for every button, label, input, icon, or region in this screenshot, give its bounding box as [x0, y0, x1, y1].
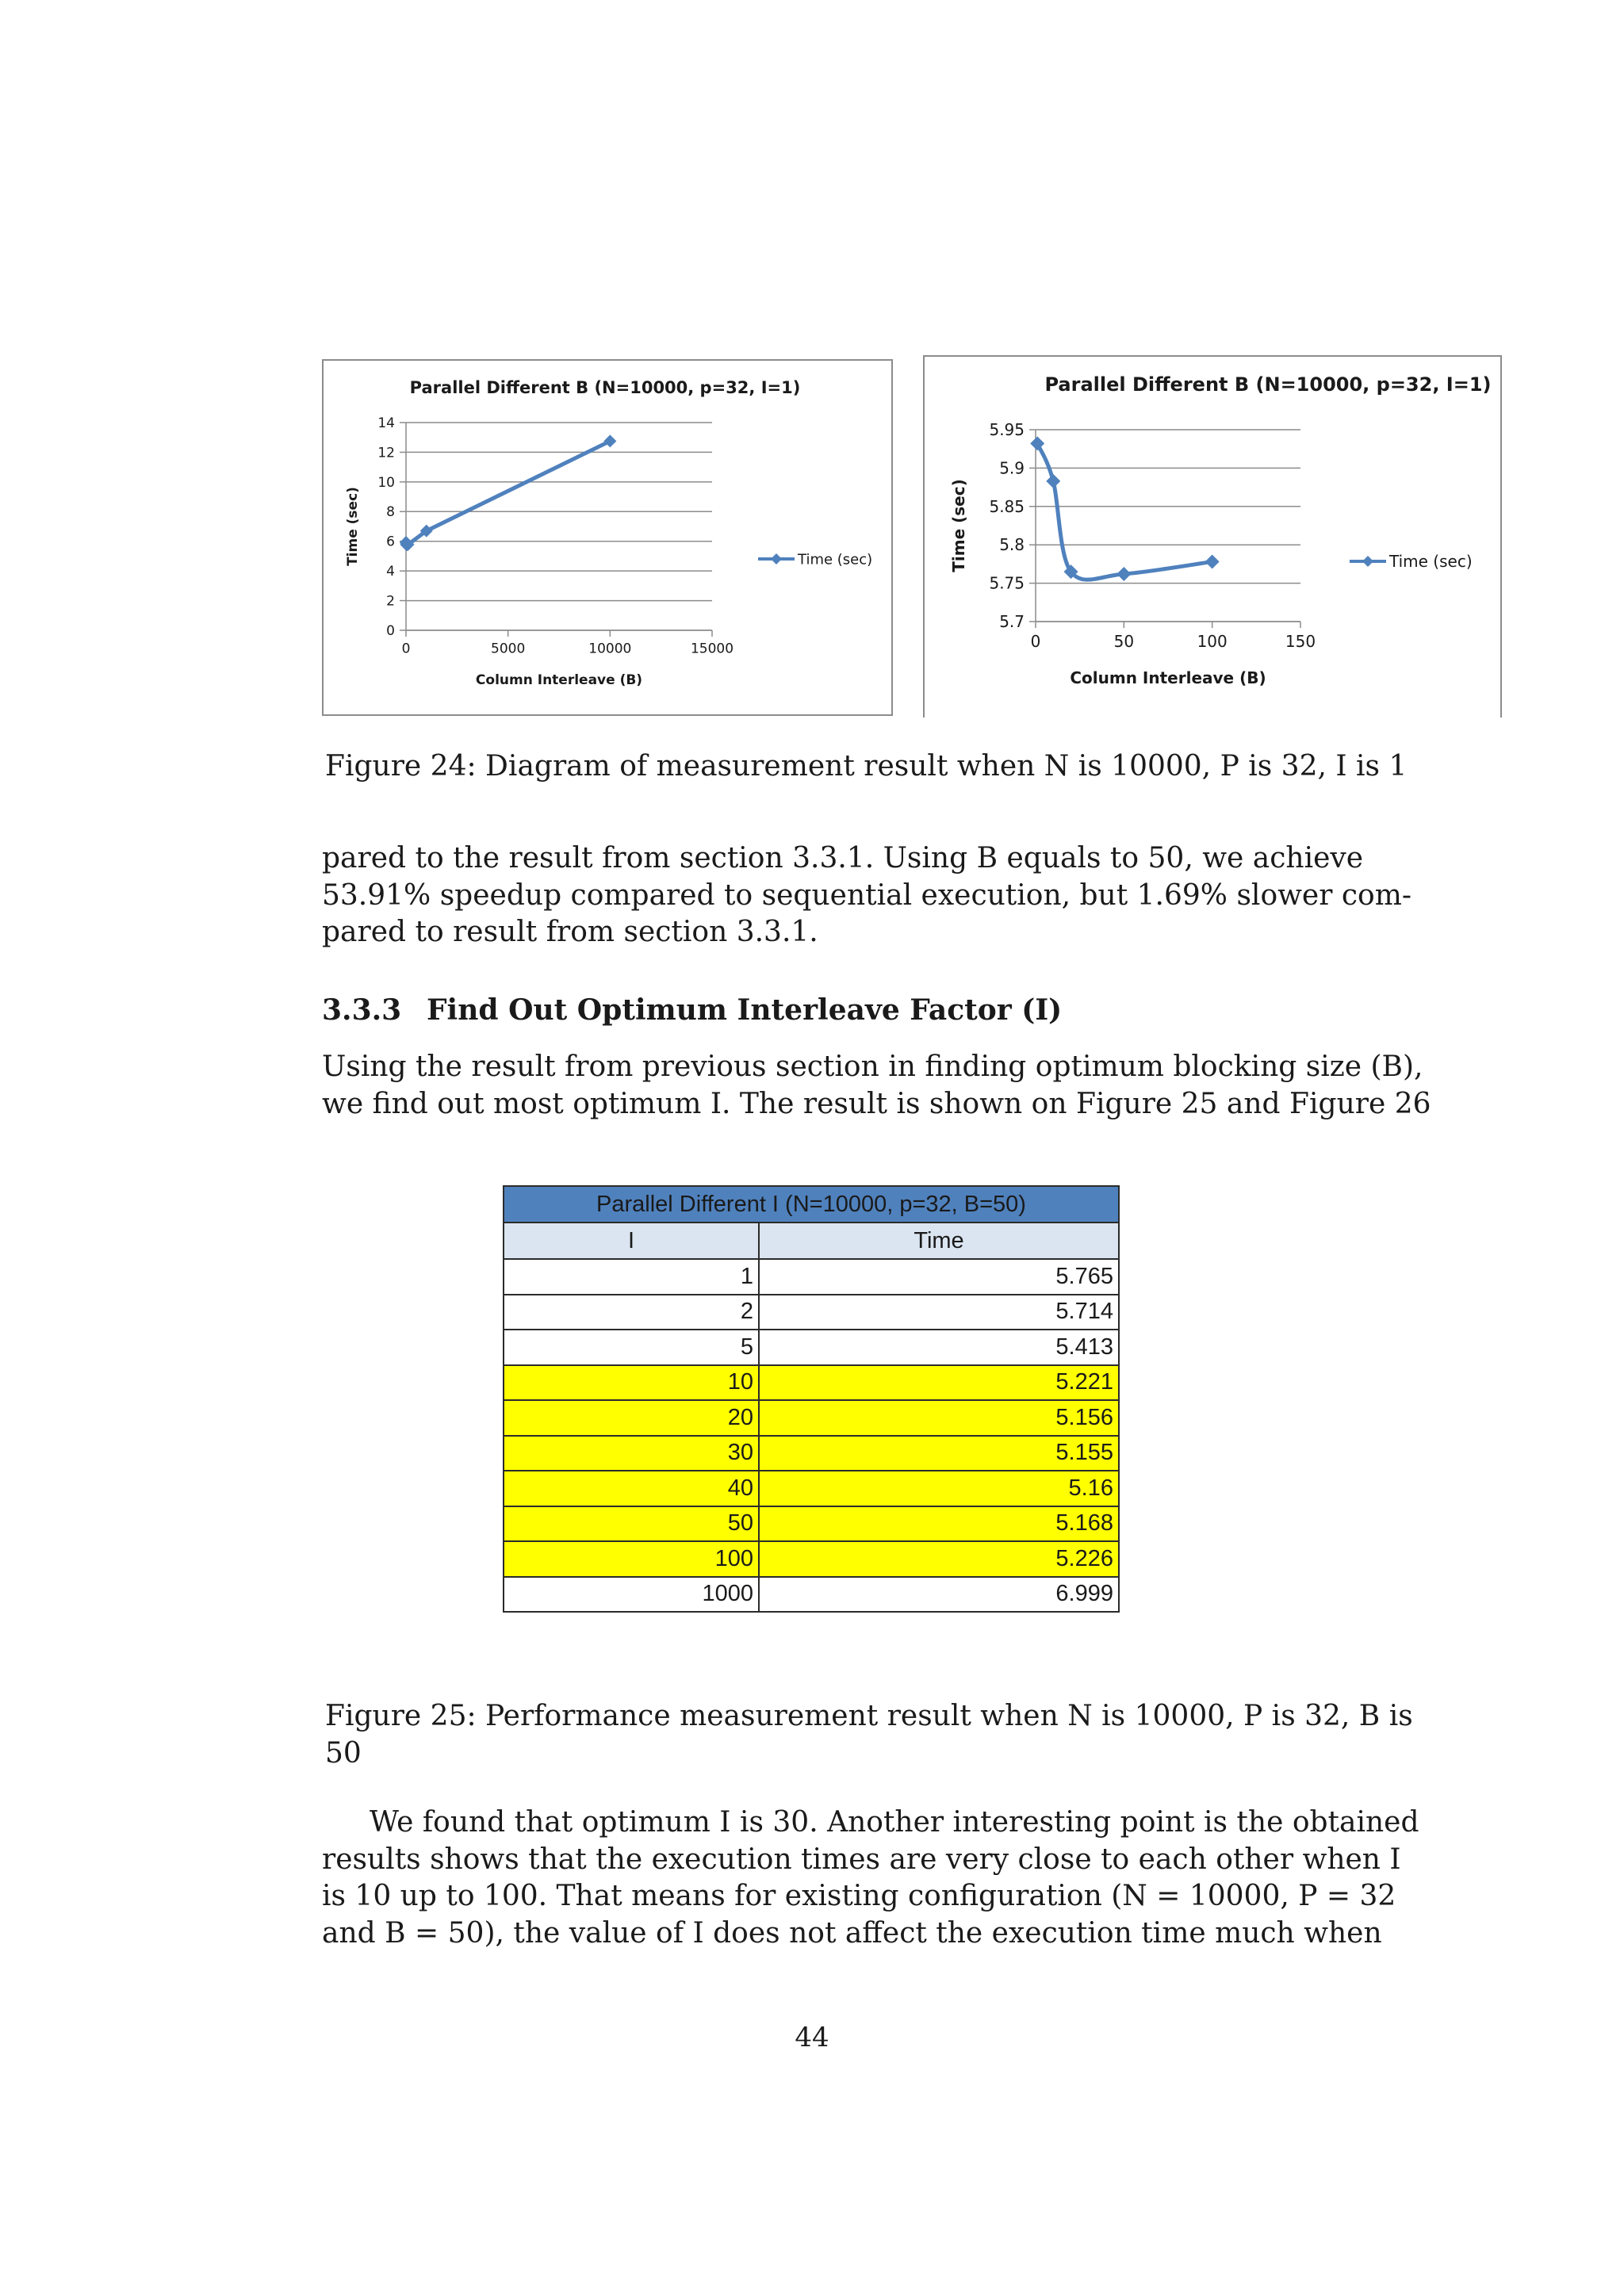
- data-point: [1116, 567, 1131, 581]
- chart-title: Parallel Different B (N=10000, p=32, I=1): [409, 378, 801, 397]
- cell-time: 5.413: [759, 1330, 1119, 1365]
- paragraph-line: 53.91% speedup compared to sequential execution, but 1.69% slower com-: [322, 878, 1412, 912]
- chart-parallel-different-b-full: [322, 359, 893, 716]
- chart-1-svg: [324, 361, 891, 714]
- cell-i: 2: [504, 1295, 759, 1330]
- paragraph-line: and B = 50), the value of I does not affect the execution time much when: [322, 1916, 1382, 1950]
- chart-parallel-different-b-zoom: [923, 355, 1502, 718]
- paragraph-speedup: [322, 840, 1412, 951]
- y-tick-label: 5.8: [999, 535, 1025, 555]
- y-tick-label: 0: [386, 622, 395, 639]
- series-line: [406, 441, 610, 545]
- data-point: [1046, 474, 1060, 488]
- table-row: [504, 1330, 1119, 1365]
- paragraph-conclusion: [322, 1804, 1419, 1952]
- y-tick-label: 10: [377, 474, 395, 491]
- cell-i: 5: [504, 1330, 759, 1365]
- table-row: [504, 1577, 1119, 1613]
- y-axis-label: Time (sec): [949, 479, 968, 572]
- table-row: [504, 1400, 1119, 1436]
- x-tick-label: 10000: [588, 641, 632, 657]
- y-tick-label: 6: [386, 534, 395, 550]
- y-tick-label: 5.7: [999, 612, 1025, 631]
- series-line: [1037, 443, 1212, 580]
- table-row: [504, 1471, 1119, 1506]
- paragraph-line: pared to result from section 3.3.1.: [322, 916, 818, 948]
- paragraph-line: pared to the result from section 3.3.1. Using B equals to 50, we achieve: [322, 842, 1364, 874]
- paragraph-line: We found that optimum I is 30. Another interesting point is the obtained: [370, 1806, 1419, 1839]
- cell-i: 50: [504, 1506, 759, 1542]
- data-point: [603, 434, 616, 447]
- y-tick-label: 14: [377, 415, 395, 431]
- caption-line: Figure 25: Performance measurement result when N is 10000, P is 32, B is: [325, 1700, 1413, 1732]
- legend-marker: [1362, 556, 1373, 567]
- section-title: Find Out Optimum Interleave Factor (I): [427, 993, 1063, 1027]
- legend-marker: [771, 553, 782, 564]
- cell-time: 5.221: [759, 1365, 1119, 1401]
- cell-time: 5.765: [759, 1259, 1119, 1295]
- y-tick-label: 12: [377, 445, 395, 461]
- x-tick-label: 150: [1285, 632, 1316, 651]
- cell-time: 5.168: [759, 1506, 1119, 1542]
- results-table-figure: [503, 1185, 1120, 1613]
- data-point: [1205, 554, 1220, 568]
- y-tick-label: 5.75: [989, 573, 1025, 593]
- caption-line: 50: [325, 1736, 362, 1770]
- cell-time: 5.155: [759, 1436, 1119, 1471]
- x-tick-label: 0: [401, 641, 411, 657]
- chart-2-svg: [925, 357, 1500, 718]
- data-point: [1030, 436, 1044, 450]
- table-title: Parallel Different I (N=10000, p=32, B=50): [504, 1186, 1119, 1223]
- x-tick-label: 5000: [491, 641, 526, 657]
- table-row: [504, 1295, 1119, 1330]
- figure-25-caption: [325, 1698, 1413, 1772]
- legend-label: Time (sec): [798, 551, 873, 568]
- cell-time: 5.226: [759, 1541, 1119, 1577]
- column-header-time: Time: [759, 1223, 1119, 1259]
- cell-i: 20: [504, 1400, 759, 1436]
- paragraph-intro: [322, 1049, 1431, 1123]
- page-number: 44: [795, 2022, 829, 2053]
- y-tick-label: 2: [386, 593, 395, 610]
- column-header-i: I: [504, 1223, 759, 1259]
- section-number: 3.3.3: [322, 993, 402, 1027]
- y-tick-label: 4: [386, 564, 395, 580]
- table-row: [504, 1436, 1119, 1471]
- cell-i: 100: [504, 1541, 759, 1577]
- paragraph-line: we find out most optimum I. The result is shown on Figure 25 and Figure 26: [322, 1087, 1431, 1120]
- table-row: [504, 1259, 1119, 1295]
- table-row: [504, 1506, 1119, 1542]
- x-axis-label: Column Interleave (B): [1070, 668, 1266, 687]
- y-tick-label: 5.85: [989, 496, 1025, 516]
- cell-i: 30: [504, 1436, 759, 1471]
- table-row: [504, 1365, 1119, 1401]
- x-tick-label: 0: [1030, 632, 1041, 651]
- y-tick-label: 8: [386, 504, 395, 521]
- cell-time: 5.714: [759, 1295, 1119, 1330]
- cell-time: 6.999: [759, 1577, 1119, 1613]
- x-tick-label: 100: [1197, 632, 1228, 651]
- paragraph-line: results shows that the execution times are very close to each other when I: [322, 1843, 1401, 1876]
- cell-i: 40: [504, 1471, 759, 1506]
- results-table: [503, 1185, 1120, 1613]
- figure-24-caption: Figure 24: Diagram of measurement result when N is 10000, P is 32, I is 1: [325, 750, 1408, 783]
- cell-i: 1000: [504, 1577, 759, 1613]
- cell-time: 5.16: [759, 1471, 1119, 1506]
- x-tick-label: 50: [1113, 632, 1135, 651]
- chart-title: Parallel Different B (N=10000, p=32, I=1): [1044, 373, 1492, 396]
- paragraph-line: Using the result from previous section in finding optimum blocking size (B),: [322, 1050, 1423, 1083]
- x-axis-label: Column Interleave (B): [475, 672, 643, 688]
- paragraph-line: is 10 up to 100. That means for existing configuration (N = 10000, P = 32: [322, 1880, 1396, 1912]
- cell-i: 10: [504, 1365, 759, 1401]
- table-row: [504, 1541, 1119, 1577]
- cell-time: 5.156: [759, 1400, 1119, 1436]
- cell-i: 1: [504, 1259, 759, 1295]
- y-axis-label: Time (sec): [345, 487, 361, 566]
- y-tick-label: 5.95: [989, 420, 1025, 439]
- section-heading: [322, 993, 1062, 1027]
- y-tick-label: 5.9: [999, 458, 1025, 478]
- x-tick-label: 15000: [690, 641, 734, 657]
- legend-label: Time (sec): [1389, 552, 1473, 571]
